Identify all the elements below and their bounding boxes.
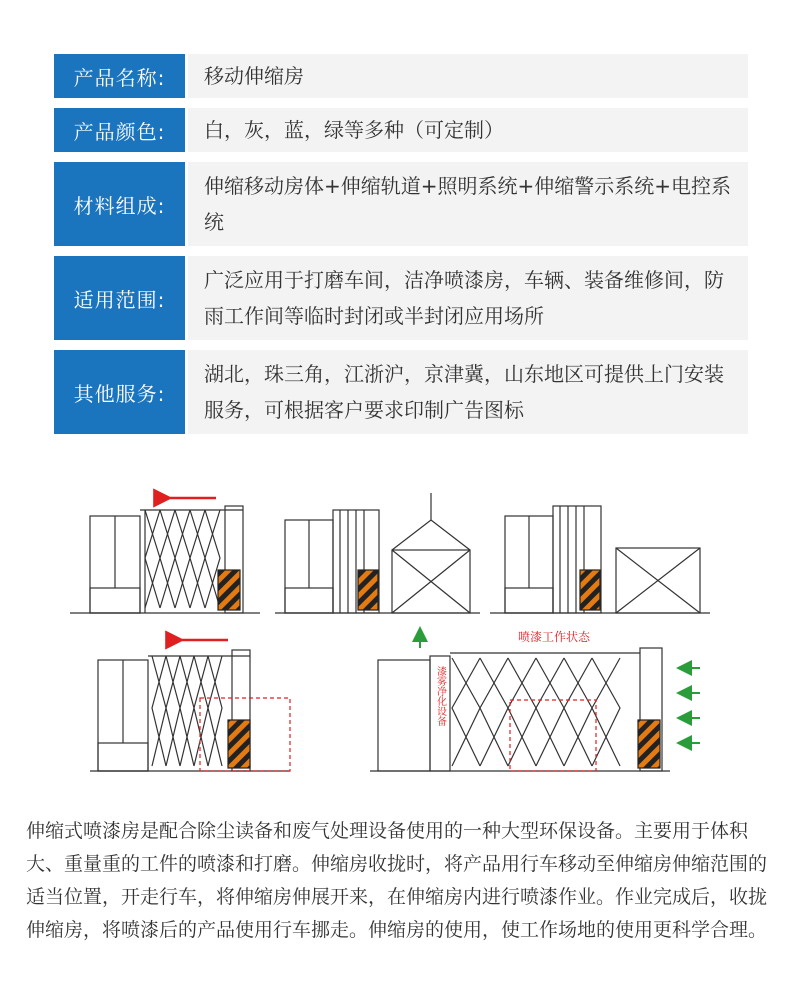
spec-row-material [54,162,748,246]
spec-label: 材料组成: [54,162,185,246]
spec-label: 适用范围: [54,256,185,340]
panel-3-box-placed [490,506,710,613]
panel-2-retracted [275,493,480,613]
spec-value [188,162,748,246]
spray-state-label: 喷漆工作状态 [518,630,591,644]
spec-row-service [54,350,748,434]
spec-value [188,108,748,152]
panel-4-extending [90,640,290,771]
spec-row-scope [54,256,748,340]
spec-value [188,256,748,340]
spec-value [188,350,748,434]
spec-value-text: 移动伸缩房 [204,64,304,88]
spec-row-name [54,54,748,98]
panel-5-spraying [370,628,700,771]
spec-value-text: 广泛应用于打磨车间，洁净喷漆房，车辆、装备维修间，防雨工作间等临时封闭或半封闭应用场所 [204,268,724,328]
spec-value [188,54,748,98]
spec-value-text: 伸缩移动房体+伸缩轨道+照明系统+伸缩警示系统+电控系统 [204,174,732,234]
spec-label: 产品颜色: [54,108,185,152]
purifier-label: 漆雾净化设备 [434,666,446,726]
spec-row-color [54,108,748,152]
spec-label: 产品名称: [54,54,185,98]
spec-value-text: 湖北，珠三角，江浙沪，京津冀，山东地区可提供上门安装服务，可根据客户要求印制广告图标 [204,362,724,422]
spec-value-text: 白，灰，蓝，绿等多种（可定制） [204,118,504,142]
panel-1-extended [70,498,260,613]
spec-label: 其他服务: [54,350,185,434]
spec-table [54,54,748,444]
description-paragraph: 伸缩式喷漆房是配合除尘读备和废气处理设备使用的一种大型环保设备。主要用于体积大、重量重的工件的喷漆和打磨。伸缩房收拢时，将产品用行车移动至伸缩房伸缩范围的适当位置，开走行车，将伸缩房伸展开来，在伸缩房内进行喷漆作业。作业完成后，收拢伸缩房，将喷漆后的产品使用行车挪走。伸缩房的使用，使工作场地的使用更科学合理。 [26,820,768,941]
booth-operation-diagram [60,488,740,788]
